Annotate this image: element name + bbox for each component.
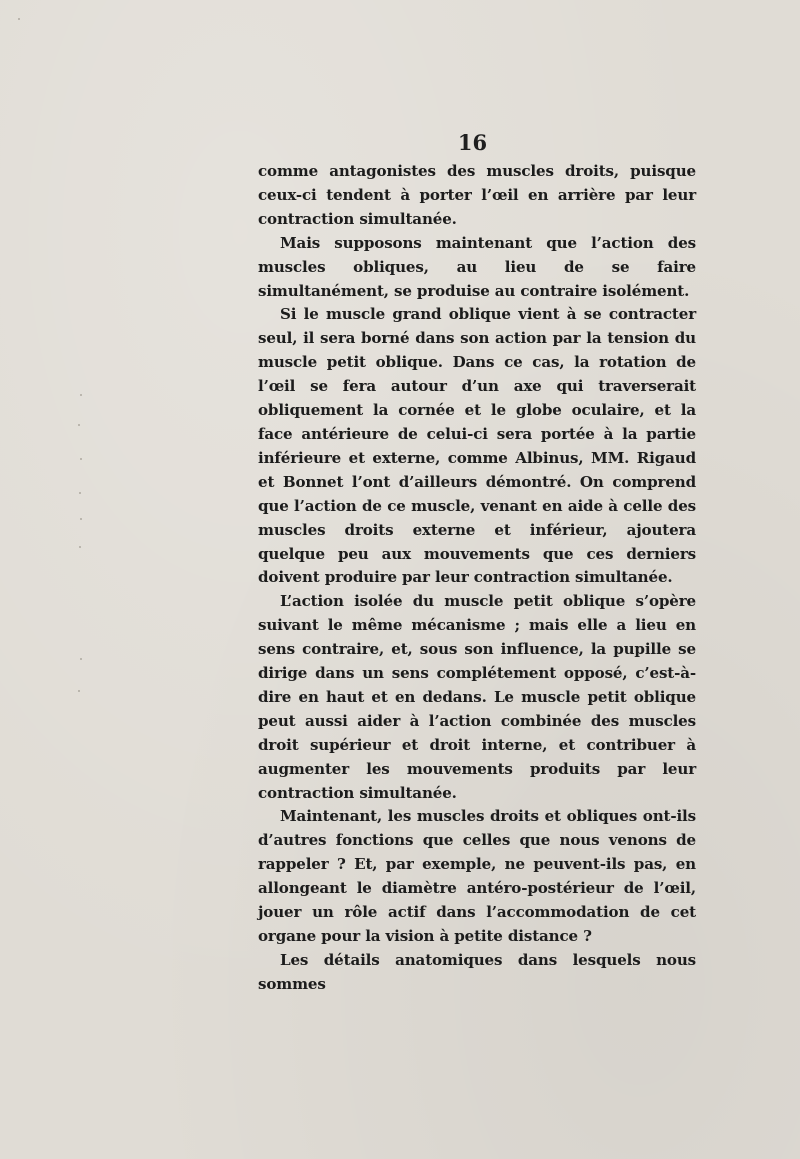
paper-speck [78,424,80,426]
paper-speck [80,458,82,460]
paragraph-6: Les détails anatomiques dans lesquels nous sommes [258,950,696,993]
paper-speck [80,394,82,396]
paper-speck [80,658,82,660]
paragraph-2: Mais supposons maintenant que l’action des muscles obliques, au lieu de se faire simultanément, se produise au contraire isolément. [258,233,696,300]
paragraph-3: Si le muscle grand oblique vient à se contracter seul, il sera borné dans son action par la tension du muscle petit oblique. Dans ce cas, la rotation de l’œil se fera autour d’un axe qui traverserait obliquement la cornée et le globe oculaire, et la face antérieure de celui-ci sera portée à la partie inférieure et externe, comme Albinus, MM. Rigaud et Bonnet l’ont d’ailleurs démontré. On comprend que l’action de ce muscle, venant en aide à celle des muscles droits externe et inférieur, ajoutera quelque peu aux mouvements que ces derniers doivent produire par leur contraction simultanée. [258,305,696,587]
paper-speck [18,18,20,20]
page-number: 16 [457,130,488,155]
paragraph-1: comme antagonistes des muscles droits, puisque ceux-ci tendent à porter l’œil en arrière par leur contraction simultanée. [258,162,696,228]
body-text [258,160,696,997]
paragraph-5: Maintenant, les muscles droits et obliques ont-ils d’autres fonctions que celles que nous venons de rappeler ? Et, par exemple, ne peuvent-ils pas, en allongeant le diamètre antéro-postérieur de l’œil, jouer un rôle actif dans l’accommodation de cet organe pour la vision à petite distance ? [258,807,696,945]
paper-speck [78,690,80,692]
paper-speck [79,546,81,548]
paragraph-4: L’action isolée du muscle petit oblique s’opère suivant le même mécanisme ; mais elle a lieu en sens contraire, et, sous son influence, la pupille se dirige dans un sens complétement opposé, c’est-à-dire en haut et en dedans. Le muscle petit oblique peut aussi aider à l’action combinée des muscles droit supérieur et droit interne, et contribuer à augmenter les mouvements produits par leur contraction simultanée. [258,592,696,802]
paper-speck [80,518,82,520]
paper-speck [79,492,81,494]
